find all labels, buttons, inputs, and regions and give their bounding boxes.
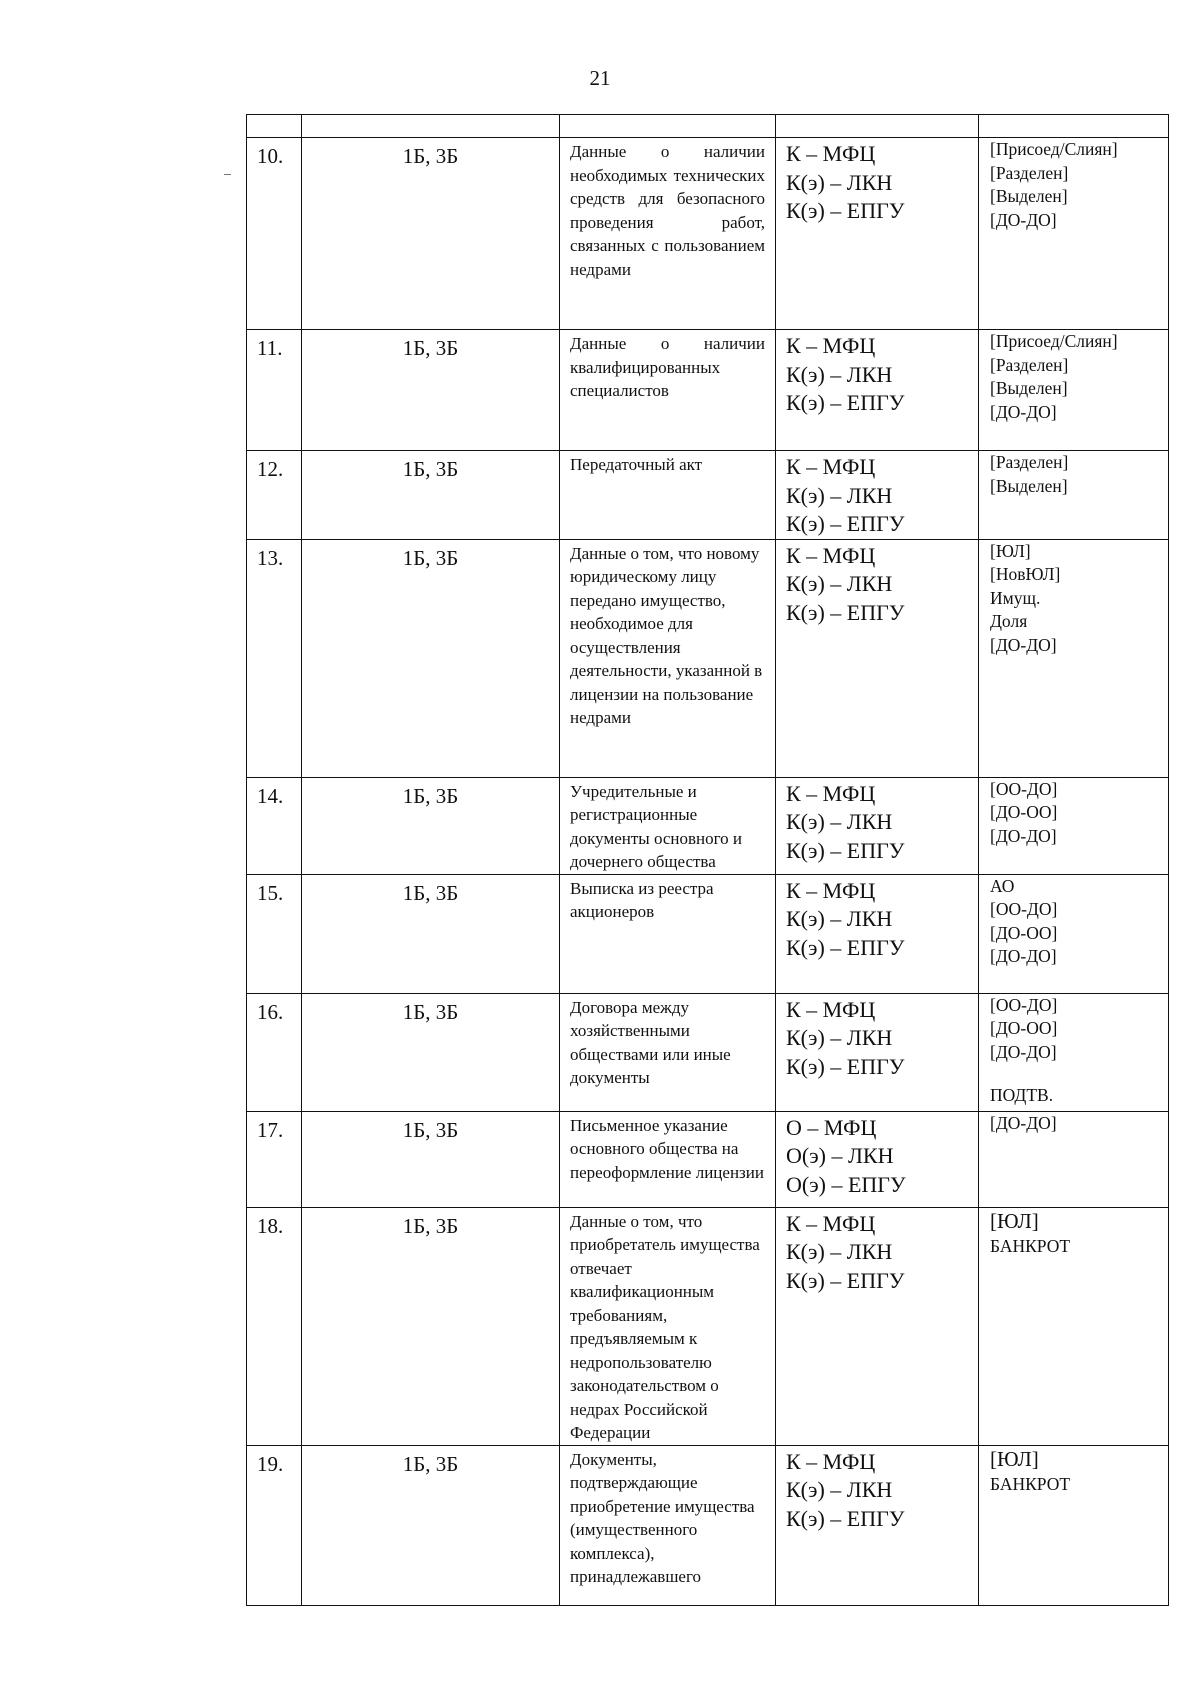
row-description: Договора между хозяйственными обществами или иные документы [560, 993, 776, 1111]
row-conditions [979, 330, 1169, 451]
row-number: 14. [247, 777, 302, 874]
table-row [247, 330, 1169, 451]
row-codes: 1Б, 3Б [302, 777, 560, 874]
condition-item: [Выделен] [990, 186, 1068, 206]
table-row [247, 138, 1169, 330]
row-number: 11. [247, 330, 302, 451]
condition-item: [ДО-ОО] [990, 922, 1058, 943]
channel-item: К(э) – ЛКН [786, 906, 893, 931]
row-description: Письменное указание основного общества на переоформление лицензии [560, 1111, 776, 1207]
channel-item: К(э) – ЛКН [786, 571, 893, 596]
row-channels [776, 777, 979, 874]
channel-item: К(э) – ЛКН [786, 361, 893, 387]
channel-item: О(э) – ЛКН [786, 1143, 894, 1168]
channel-item: К – МФЦ [786, 141, 876, 166]
row-description: Выписка из реестра акционеров [560, 874, 776, 993]
row-number: 18. [247, 1207, 302, 1445]
channel-item: К – МФЦ [786, 780, 876, 806]
condition-item: [ЮЛ] [990, 1208, 1039, 1233]
row-conditions [979, 1111, 1169, 1207]
header-cell [979, 115, 1169, 138]
channel-item: К – МФЦ [786, 877, 876, 903]
channel-item: К(э) – ЕПГУ [786, 198, 905, 223]
margin-mark [224, 174, 231, 175]
channel-item: К(э) – ЕПГУ [786, 390, 905, 415]
table-row [247, 874, 1169, 993]
channel-item: К(э) – ЛКН [786, 482, 893, 508]
condition-item: [ДО-ОО] [990, 802, 1058, 822]
row-number: 15. [247, 874, 302, 993]
row-conditions [979, 993, 1169, 1111]
condition-item: [ОО-ДО] [990, 994, 1058, 1015]
row-channels [776, 874, 979, 993]
row-channels [776, 993, 979, 1111]
row-codes: 1Б, 3Б [302, 330, 560, 451]
condition-item: [ДО-ОО] [990, 1018, 1058, 1038]
row-conditions [979, 874, 1169, 993]
channel-item: К – МФЦ [786, 1448, 876, 1474]
channel-item: К(э) – ЛКН [786, 1477, 893, 1502]
documents-table [246, 114, 1169, 1606]
row-number: 17. [247, 1111, 302, 1207]
table-row [247, 451, 1169, 540]
channel-item: К(э) – ЕПГУ [786, 934, 905, 960]
channel-item: К(э) – ЛКН [786, 809, 893, 834]
channel-item: К – МФЦ [786, 454, 876, 479]
row-number: 19. [247, 1445, 302, 1605]
row-conditions [979, 539, 1169, 777]
row-channels [776, 539, 979, 777]
row-codes: 1Б, 3Б [302, 1445, 560, 1605]
condition-item: Имущ. [990, 587, 1041, 608]
header-cell [560, 115, 776, 138]
row-description: Данные о наличии квалифицированных специалистов [560, 330, 776, 451]
condition-item: [НовЮЛ] [990, 564, 1061, 584]
condition-item: АО [990, 875, 1015, 896]
row-codes: 1Б, 3Б [302, 138, 560, 330]
channel-item: К(э) – ЕПГУ [786, 837, 905, 863]
channel-item: К(э) – ЛКН [786, 1025, 893, 1050]
row-channels [776, 1111, 979, 1207]
header-cell [302, 115, 560, 138]
row-description: Данные о наличии необходимых технических средств для безопасного проведения работ, связанных с пользованием недрами [560, 138, 776, 330]
table-header-row [247, 115, 1169, 138]
row-number: 12. [247, 451, 302, 540]
row-number: 10. [247, 138, 302, 330]
condition-item: [ДО-ДО] [990, 401, 1057, 422]
row-conditions [979, 777, 1169, 874]
row-conditions [979, 1207, 1169, 1445]
condition-item: [Присоед/Слиян] [990, 139, 1118, 159]
table-row [247, 993, 1169, 1111]
condition-item: [ДО-ДО] [990, 634, 1057, 655]
row-codes: 1Б, 3Б [302, 1111, 560, 1207]
row-codes: 1Б, 3Б [302, 539, 560, 777]
row-number: 13. [247, 539, 302, 777]
row-conditions [979, 1445, 1169, 1605]
condition-item: [ЮЛ] [990, 540, 1031, 561]
page-number: 21 [589, 66, 611, 90]
condition-item: [Разделен] [990, 162, 1069, 183]
row-codes: 1Б, 3Б [302, 874, 560, 993]
table-row [247, 1111, 1169, 1207]
table-row [247, 1445, 1169, 1605]
row-description: Передаточный акт [560, 451, 776, 540]
row-channels [776, 138, 979, 330]
condition-item: [ДО-ДО] [990, 1041, 1057, 1062]
row-channels [776, 1445, 979, 1605]
row-conditions [979, 138, 1169, 330]
condition-item: [ОО-ДО] [990, 778, 1058, 799]
condition-item: [ОО-ДО] [990, 899, 1058, 919]
condition-item: [Выделен] [990, 378, 1068, 398]
row-number: 16. [247, 993, 302, 1111]
condition-item: [ЮЛ] [990, 1446, 1039, 1471]
channel-item: К(э) – ЕПГУ [786, 1053, 905, 1079]
row-description: Данные о том, что новому юридическому лицу передано имущество, необходимое для осуществления деятельности, указанной в лицензии на пользование недрами [560, 539, 776, 777]
condition-spacer [990, 1064, 1168, 1084]
channel-item: К – МФЦ [786, 333, 876, 358]
channel-item: О(э) – ЕПГУ [786, 1171, 906, 1197]
channel-item: К(э) – ЕПГУ [786, 511, 905, 536]
condition-item: БАНКРОТ [990, 1235, 1071, 1256]
condition-item: Доля [990, 611, 1028, 631]
channel-item: К – МФЦ [786, 1210, 876, 1236]
header-cell [247, 115, 302, 138]
condition-item: [Выделен] [990, 475, 1068, 496]
channel-item: К(э) – ЛКН [786, 1239, 893, 1264]
channel-item: К – МФЦ [786, 542, 876, 568]
row-codes: 1Б, 3Б [302, 1207, 560, 1445]
condition-item: [Разделен] [990, 452, 1069, 472]
header-cell [776, 115, 979, 138]
table-row [247, 777, 1169, 874]
row-codes: 1Б, 3Б [302, 451, 560, 540]
table-row [247, 539, 1169, 777]
row-channels [776, 451, 979, 540]
row-conditions [979, 451, 1169, 540]
table-row [247, 1207, 1169, 1445]
condition-item: [Разделен] [990, 354, 1069, 375]
row-channels [776, 1207, 979, 1445]
condition-item: БАНКРОТ [990, 1473, 1071, 1494]
channel-item: К(э) – ЕПГУ [786, 1505, 905, 1531]
row-description: Документы, подтверждающие приобретение имущества (имущественного комплекса), принадлежавшего [560, 1445, 776, 1605]
row-description: Учредительные и регистрационные документы основного и дочернего общества [560, 777, 776, 874]
condition-item: [ДО-ДО] [990, 1112, 1057, 1133]
condition-note: ПОДТВ. [990, 1085, 1054, 1105]
channel-item: К(э) – ЕПГУ [786, 1267, 905, 1293]
channel-item: О – МФЦ [786, 1114, 877, 1140]
channel-item: К(э) – ЛКН [786, 169, 893, 195]
row-description: Данные о том, что приобретатель имущества отвечает квалификационным требованиям, предъявляемым к недропользователю законодательством о недрах Российской Федерации [560, 1207, 776, 1445]
row-codes: 1Б, 3Б [302, 993, 560, 1111]
channel-item: К – МФЦ [786, 996, 876, 1022]
condition-item: [ДО-ДО] [990, 209, 1057, 230]
row-channels [776, 330, 979, 451]
condition-item: [Присоед/Слиян] [990, 331, 1118, 351]
channel-item: К(э) – ЕПГУ [786, 599, 905, 625]
condition-item: [ДО-ДО] [990, 946, 1057, 966]
condition-item: [ДО-ДО] [990, 825, 1057, 846]
